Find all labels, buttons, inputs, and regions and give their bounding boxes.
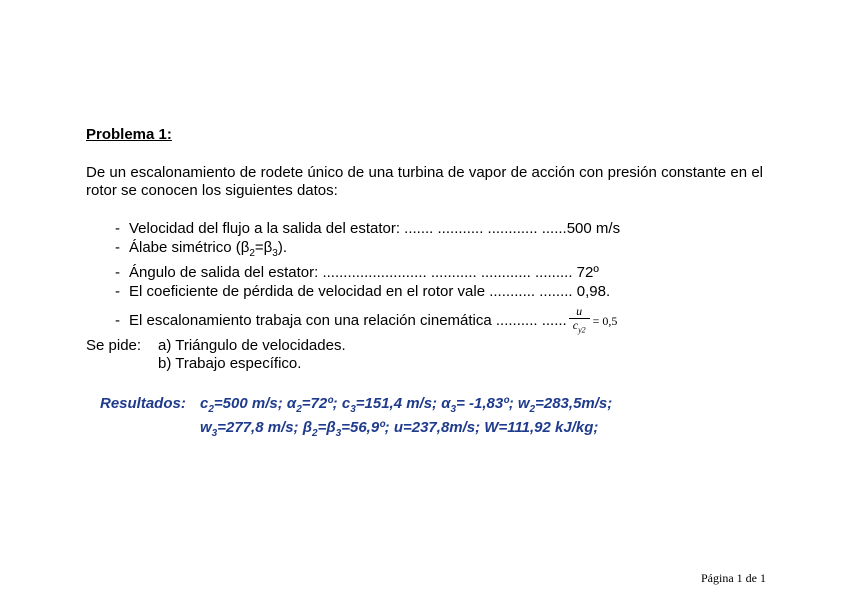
request-lead: Se pide: bbox=[86, 337, 142, 354]
request-item-b: b) Trabajo específico. bbox=[158, 355, 302, 372]
list-item-stator-angle bbox=[115, 263, 775, 282]
result-subscript: 2 bbox=[296, 404, 302, 415]
results-line-2 bbox=[100, 419, 612, 443]
result-text-run: =277,8 m/s; bbox=[217, 419, 303, 436]
result-subscript: 3 bbox=[335, 428, 342, 439]
result-text-run: = -1,83º; w bbox=[456, 395, 530, 412]
request-block bbox=[86, 337, 346, 373]
list-dash: - bbox=[115, 312, 120, 329]
page-number: Página 1 de 1 bbox=[701, 571, 766, 585]
result-text-run: c bbox=[200, 395, 209, 412]
item-text-mid: =β bbox=[254, 239, 273, 256]
result-text-run: =283,5m/s; bbox=[535, 395, 613, 412]
result-text-run: w bbox=[200, 419, 212, 436]
request-row-b bbox=[86, 355, 346, 373]
kinematic-ratio-fraction bbox=[569, 305, 590, 336]
item-text: El escalonamiento trabaja con una relación cinemática .......... ...... bbox=[129, 312, 567, 329]
result-text-run: =151,4 m/s; bbox=[355, 395, 442, 412]
item-text-post: ). bbox=[277, 239, 288, 256]
list-dash: - bbox=[115, 283, 120, 300]
item-text-pre: Álabe simétrico (β bbox=[129, 239, 250, 256]
result-subscript: 3 bbox=[211, 428, 218, 439]
result-text-run: =500 m/s; bbox=[213, 395, 287, 412]
result-text-run: α bbox=[441, 395, 451, 412]
problem-intro: De un escalonamiento de rodete único de una turbina de vapor de acción con presión constante en el rotor se conocen los siguientes datos: bbox=[86, 164, 763, 199]
result-text-run: =β bbox=[317, 419, 336, 436]
item-text: Velocidad del flujo a la salida del estator: ....... ........... ............ ......500 m/s bbox=[129, 220, 621, 237]
list-dash: - bbox=[115, 239, 120, 256]
result-subscript: 2 bbox=[312, 428, 318, 439]
list-dash: - bbox=[115, 220, 120, 237]
list-item-flow-velocity bbox=[115, 219, 775, 238]
request-row-a bbox=[86, 337, 346, 355]
result-text-run: =56,9º; u=237,8m/s; W=111,92 kJ/kg; bbox=[341, 419, 599, 436]
problem-title: Problema 1: bbox=[86, 126, 172, 143]
list-item-loss-coefficient bbox=[115, 282, 775, 301]
request-item-a: a) Triángulo de velocidades. bbox=[158, 337, 346, 354]
result-subscript: 3 bbox=[450, 404, 457, 415]
results-line-1 bbox=[100, 395, 612, 419]
list-dash: - bbox=[115, 264, 120, 281]
fraction-value: = 0,5 bbox=[592, 313, 618, 328]
fraction-denominator bbox=[569, 319, 590, 336]
denominator-subscript: y2 bbox=[578, 325, 586, 335]
given-data-list bbox=[115, 219, 775, 338]
results-block bbox=[100, 395, 612, 443]
item-text: Ángulo de salida del estator: ......................... ........... ............ ......... 72º bbox=[129, 264, 599, 281]
result-text-run: =72º; c bbox=[301, 395, 351, 412]
list-item-kinematic-ratio bbox=[115, 303, 775, 338]
item-text: El coeficiente de pérdida de velocidad en el rotor vale ........... ........ 0,98. bbox=[129, 283, 611, 300]
denominator-symbol: c bbox=[572, 318, 579, 333]
result-text-run: β bbox=[302, 419, 313, 436]
item-sub: 3 bbox=[272, 248, 278, 259]
results-line-2-content bbox=[200, 419, 599, 439]
list-item-symmetric-blade bbox=[115, 238, 775, 263]
results-line-1-content bbox=[200, 395, 613, 415]
result-subscript: 3 bbox=[350, 404, 356, 415]
result-subscript: 2 bbox=[208, 404, 214, 415]
item-sub: 2 bbox=[249, 248, 255, 259]
fraction-numerator: u bbox=[569, 305, 590, 319]
result-text-run: α bbox=[286, 395, 297, 412]
results-label: Resultados: bbox=[100, 395, 186, 412]
result-subscript: 2 bbox=[529, 404, 536, 415]
